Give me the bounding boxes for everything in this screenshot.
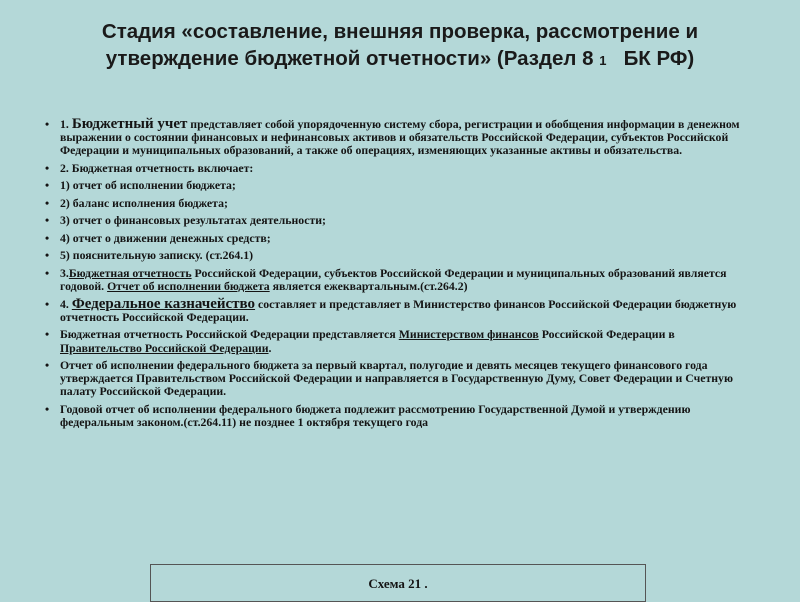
list-item (60, 403, 752, 429)
item-text: Отчет об исполнении федерального бюджета за первый квартал, полугодие и девять месяцев текущего финансового года утверждается Правительством Российской Федерации и направляется в Государственную Думу, Совет Федерации и Счетную палату Российской Федерации. (60, 358, 733, 399)
list-item (60, 249, 752, 262)
item-text: 5) пояснительную записку. (ст.264.1) (60, 248, 254, 263)
list-item (60, 118, 752, 158)
item-text: представляет собой упорядоченную систему сбора, регистрации и обобщения информации в денежном выражении о состоянии финансовых и нефинансовых активов и обязательств Российской Федерации, субъектов Российской Федерации и муниципальных образований, а также об операциях, изменяющих указанные активы и обязательства. (60, 117, 740, 158)
item-text: 2. Бюджетная отчетность включает: (60, 160, 254, 175)
list-item (60, 162, 752, 175)
item-text: Российской Федерации в (538, 327, 675, 342)
item-text: Российской Федерации, субъектов Российской Федерации и муниципальных образований является годовой. (60, 265, 727, 294)
item-text: является ежеквартальным.(ст.264.2) (269, 279, 468, 294)
list-item (60, 214, 752, 227)
item-text: 1) отчет об исполнении бюджета; (60, 178, 236, 193)
list-item (60, 179, 752, 192)
item-text: Бюджетная отчетность Российской Федерации представляется (60, 327, 399, 342)
title-line-2-text: утверждение бюджетной отчетности» (Раздел 8 (105, 47, 594, 70)
link-government-rf[interactable]: Правительство Российской Федерации (60, 340, 269, 355)
content-list (60, 118, 752, 434)
item-number: 4. (60, 296, 69, 311)
item-text: 3) отчет о финансовых результатах деятельности; (60, 213, 326, 228)
slide-title (40, 18, 760, 74)
list-item (60, 232, 752, 245)
scheme-label: Схема 21 . (368, 576, 428, 591)
title-line-1: Стадия «составление, внешняя проверка, рассмотрение и (101, 20, 699, 43)
list-item (60, 295, 752, 324)
item-text: 2) баланс исполнения бюджета; (60, 195, 228, 210)
link-federal-treasury[interactable]: Федеральное казначейство (71, 295, 256, 312)
item-text: 4) отчет о движении денежных средств; (60, 230, 271, 245)
title-line-2-code: БК РФ) (623, 47, 695, 70)
link-budget-reporting[interactable]: Бюджетная отчетность (68, 265, 192, 280)
title-chapter-number: 1 (599, 53, 607, 68)
title-line-2 (40, 45, 760, 74)
list-item (60, 359, 752, 399)
item-text: составляет и представляет в Министерство финансов Российской Федерации бюджетную отчетность Российской Федерации. (60, 296, 737, 324)
link-budget-execution-report[interactable]: Отчет об исполнении бюджета (107, 279, 270, 294)
list-item (60, 267, 752, 293)
scheme-label-box (150, 564, 646, 602)
item-text: Годовой отчет об исполнении федерального бюджета подлежит рассмотрению Государственной Думой и утверждению федеральным законом.(ст.264.11) не позднее 1 октября текущего года (60, 401, 691, 430)
item-number: 1. (60, 117, 69, 131)
item-text: . (268, 340, 272, 355)
list-item (60, 197, 752, 210)
list-item (60, 328, 752, 354)
link-ministry-of-finance[interactable]: Министерством финансов (398, 327, 539, 342)
term-budget-accounting: Бюджетный учет (71, 116, 188, 132)
item-number: 3. (60, 265, 69, 280)
